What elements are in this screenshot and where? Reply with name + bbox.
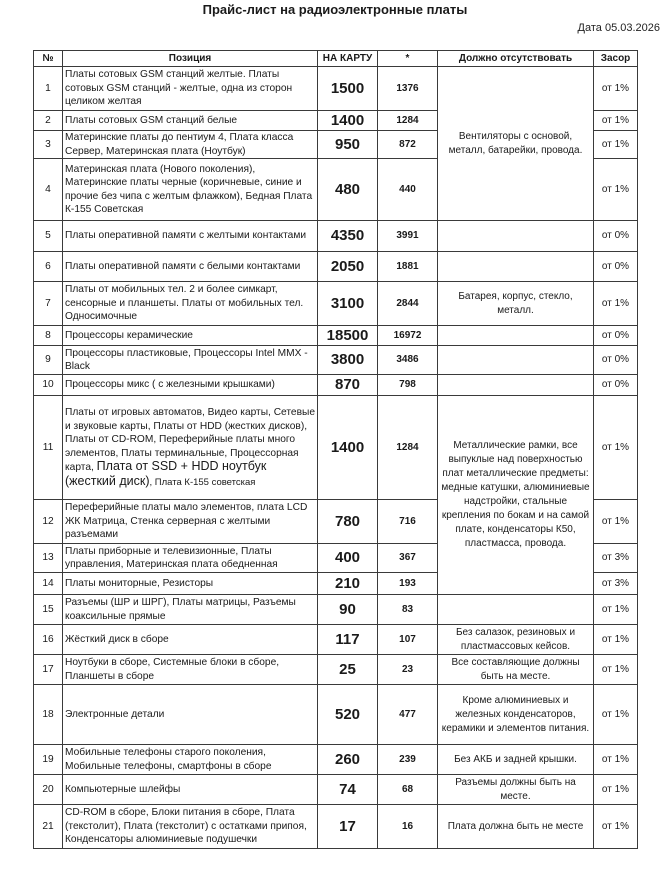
row-position: Электронные детали <box>63 685 318 745</box>
row-num: 7 <box>34 282 63 326</box>
row-card-price: 3800 <box>318 346 378 375</box>
row-dirt: от 0% <box>594 326 638 346</box>
row-num: 13 <box>34 544 63 573</box>
must-absent-merged-1-4: Вентиляторы с основой, металл, батарейки, провода. <box>438 67 594 221</box>
header-card: НА КАРТУ <box>318 51 378 67</box>
row-card-price: 117 <box>318 625 378 655</box>
row-dirt: от 0% <box>594 252 638 282</box>
row-star-price: 1881 <box>378 252 438 282</box>
row-position-part-small: , Плата К-155 советская <box>149 476 256 488</box>
row-card-price: 74 <box>318 775 378 805</box>
row-dirt: от 3% <box>594 544 638 573</box>
row-position: Процессоры пластиковые, Процессоры Intel MMX - Black <box>63 346 318 375</box>
table-row <box>34 775 638 805</box>
row-must-absent: Все составляющие должны быть на месте. <box>438 655 594 685</box>
row-position: Материнские платы до пентиум 4, Плата класса Сервер, Материнская плата (Ноутбук) <box>63 131 318 159</box>
row-dirt: от 1% <box>594 775 638 805</box>
row-must-absent: Разъемы должны быть на месте. <box>438 775 594 805</box>
row-position-part-large: Плата от SSD + HDD ноутбук (жесткий диск) <box>65 459 267 488</box>
table-row <box>34 346 638 375</box>
header-dirt: Засор <box>594 51 638 67</box>
header-position: Позиция <box>63 51 318 67</box>
table-row <box>34 625 638 655</box>
row-star-price: 3991 <box>378 221 438 252</box>
row-star-price: 107 <box>378 625 438 655</box>
row-num: 16 <box>34 625 63 655</box>
row-card-price: 210 <box>318 573 378 595</box>
table-header-row <box>34 51 638 67</box>
must-absent-row-7: Батарея, корпус, стекло, металл. <box>438 282 594 326</box>
row-num: 14 <box>34 573 63 595</box>
row-card-price: 1500 <box>318 67 378 111</box>
row-must-absent <box>438 252 594 282</box>
row-must-absent <box>438 326 594 346</box>
row-position <box>63 396 318 500</box>
row-num: 20 <box>34 775 63 805</box>
row-dirt: от 1% <box>594 500 638 544</box>
row-star-price: 83 <box>378 595 438 625</box>
row-must-absent <box>438 595 594 625</box>
row-dirt: от 1% <box>594 111 638 131</box>
row-card-price: 3100 <box>318 282 378 326</box>
document-date: Дата 05.03.2026 <box>577 22 660 34</box>
row-card-price: 520 <box>318 685 378 745</box>
row-dirt: от 0% <box>594 375 638 396</box>
row-card-price: 17 <box>318 805 378 849</box>
row-position: Платы мониторные, Резисторы <box>63 573 318 595</box>
row-position: Жёсткий диск в сборе <box>63 625 318 655</box>
row-star-price: 367 <box>378 544 438 573</box>
table-row <box>34 396 638 500</box>
row-must-absent <box>438 346 594 375</box>
row-dirt: от 1% <box>594 625 638 655</box>
row-position: Платы оперативной памяти с белыми контактами <box>63 252 318 282</box>
row-num: 18 <box>34 685 63 745</box>
row-num: 1 <box>34 67 63 111</box>
row-dirt: от 1% <box>594 282 638 326</box>
header-must-absent: Должно отсутствовать <box>438 51 594 67</box>
row-star-price: 872 <box>378 131 438 159</box>
row-num: 9 <box>34 346 63 375</box>
row-position: Платы сотовых GSM станций желтые. Платы сотовых GSM станций - желтые, одна из сторон целиком желтая <box>63 67 318 111</box>
row-card-price: 18500 <box>318 326 378 346</box>
row-num: 8 <box>34 326 63 346</box>
table-row <box>34 221 638 252</box>
row-star-price: 2844 <box>378 282 438 326</box>
row-card-price: 400 <box>318 544 378 573</box>
row-star-price: 16 <box>378 805 438 849</box>
row-dirt: от 1% <box>594 131 638 159</box>
row-card-price: 870 <box>318 375 378 396</box>
row-num: 10 <box>34 375 63 396</box>
row-star-price: 477 <box>378 685 438 745</box>
row-position-part: Платы от игровых автоматов, Видео карты, Сетевые и звуковые карты, Платы от HDD (жестких дисков), Платы от CD-ROM, Переферийные платы много элементов, Платы терминальные, Процессорная карта, <box>65 407 315 473</box>
row-position: Компьютерные шлейфы <box>63 775 318 805</box>
table-row <box>34 745 638 775</box>
row-dirt: от 0% <box>594 221 638 252</box>
row-star-price: 193 <box>378 573 438 595</box>
row-position: Процессоры микс ( с железными крышками) <box>63 375 318 396</box>
row-dirt: от 1% <box>594 805 638 849</box>
row-position: Процессоры керамические <box>63 326 318 346</box>
row-star-price: 1284 <box>378 111 438 131</box>
row-position: Мобильные телефоны старого поколения, Мобильные телефоны, смартфоны в сборе <box>63 745 318 775</box>
row-num: 2 <box>34 111 63 131</box>
row-dirt: от 1% <box>594 67 638 111</box>
row-card-price: 4350 <box>318 221 378 252</box>
row-card-price: 90 <box>318 595 378 625</box>
table-row <box>34 805 638 849</box>
row-star-price: 1376 <box>378 67 438 111</box>
row-star-price: 3486 <box>378 346 438 375</box>
row-card-price: 780 <box>318 500 378 544</box>
header-star: * <box>378 51 438 67</box>
row-card-price: 950 <box>318 131 378 159</box>
row-star-price: 23 <box>378 655 438 685</box>
row-card-price: 260 <box>318 745 378 775</box>
table-row <box>34 326 638 346</box>
table-row <box>34 595 638 625</box>
row-num: 5 <box>34 221 63 252</box>
row-star-price: 716 <box>378 500 438 544</box>
row-num: 17 <box>34 655 63 685</box>
must-absent-merged-11-14: Металлические рамки, все выпуклые над поверхностью плат металлические предметы: медные катушки, алюминиевые надстройки, стальные крепления по бокам и на самой плате, конденсаторы К50, пластмасса, провода. <box>438 396 594 595</box>
row-card-price: 1400 <box>318 111 378 131</box>
row-must-absent: Без АКБ и задней крышки. <box>438 745 594 775</box>
row-card-price: 480 <box>318 159 378 221</box>
table-row <box>34 685 638 745</box>
row-num: 19 <box>34 745 63 775</box>
row-dirt: от 1% <box>594 396 638 500</box>
row-position: Платы оперативной памяти с желтыми контактами <box>63 221 318 252</box>
row-dirt: от 1% <box>594 745 638 775</box>
document-title: Прайс-лист на радиоэлектронные платы <box>202 2 468 17</box>
row-num: 3 <box>34 131 63 159</box>
table-row <box>34 375 638 396</box>
row-num: 6 <box>34 252 63 282</box>
row-num: 11 <box>34 396 63 500</box>
table-row <box>34 67 638 111</box>
row-position: Ноутбуки в сборе, Системные блоки в сборе, Планшеты в сборе <box>63 655 318 685</box>
row-position: CD-ROM в сборе, Блоки питания в сборе, Плата (текстолит), Плата (текстолит) с остатками припоя, Конденсаторы алюминиевые подушечки <box>63 805 318 849</box>
row-must-absent <box>438 221 594 252</box>
row-star-price: 440 <box>378 159 438 221</box>
row-star-price: 798 <box>378 375 438 396</box>
row-must-absent <box>438 375 594 396</box>
row-num: 21 <box>34 805 63 849</box>
header-num: № <box>34 51 63 67</box>
row-num: 15 <box>34 595 63 625</box>
row-must-absent: Кроме алюминиевых и железных конденсаторов, керамики и элементов питания. <box>438 685 594 745</box>
table-row <box>34 655 638 685</box>
row-dirt: от 1% <box>594 595 638 625</box>
row-must-absent: Без салазок, резиновых и пластмассовых кейсов. <box>438 625 594 655</box>
row-dirt: от 1% <box>594 655 638 685</box>
row-dirt: от 1% <box>594 685 638 745</box>
row-card-price: 25 <box>318 655 378 685</box>
row-position: Материнская плата (Нового поколения), Материнские платы черные (коричневые, синие и прочие без чипа с желтым флажком), Бедная Плата К-155 Советская <box>63 159 318 221</box>
row-dirt: от 0% <box>594 346 638 375</box>
row-position: Платы сотовых GSM станций белые <box>63 111 318 131</box>
table-row <box>34 282 638 326</box>
row-card-price: 1400 <box>318 396 378 500</box>
row-star-price: 68 <box>378 775 438 805</box>
row-card-price: 2050 <box>318 252 378 282</box>
row-star-price: 1284 <box>378 396 438 500</box>
price-table <box>33 50 638 849</box>
row-position: Платы от мобильных тел. 2 и более симкарт, сенсорные и планшеты. Платы от мобильных тел. Односимочные <box>63 282 318 326</box>
table-row <box>34 252 638 282</box>
row-star-price: 239 <box>378 745 438 775</box>
row-must-absent: Плата должна быть не месте <box>438 805 594 849</box>
row-dirt: от 3% <box>594 573 638 595</box>
row-position: Переферийные платы мало элементов, плата LCD ЖК Матрица, Стенка серверная с желтыми разъемами <box>63 500 318 544</box>
row-star-price: 16972 <box>378 326 438 346</box>
row-position: Платы приборные и телевизионные, Платы управления, Материнская плата обедненная <box>63 544 318 573</box>
row-position: Разъемы (ШР и ШРГ), Платы матрицы, Разъемы коаксильные прямые <box>63 595 318 625</box>
row-dirt: от 1% <box>594 159 638 221</box>
row-num: 12 <box>34 500 63 544</box>
row-num: 4 <box>34 159 63 221</box>
